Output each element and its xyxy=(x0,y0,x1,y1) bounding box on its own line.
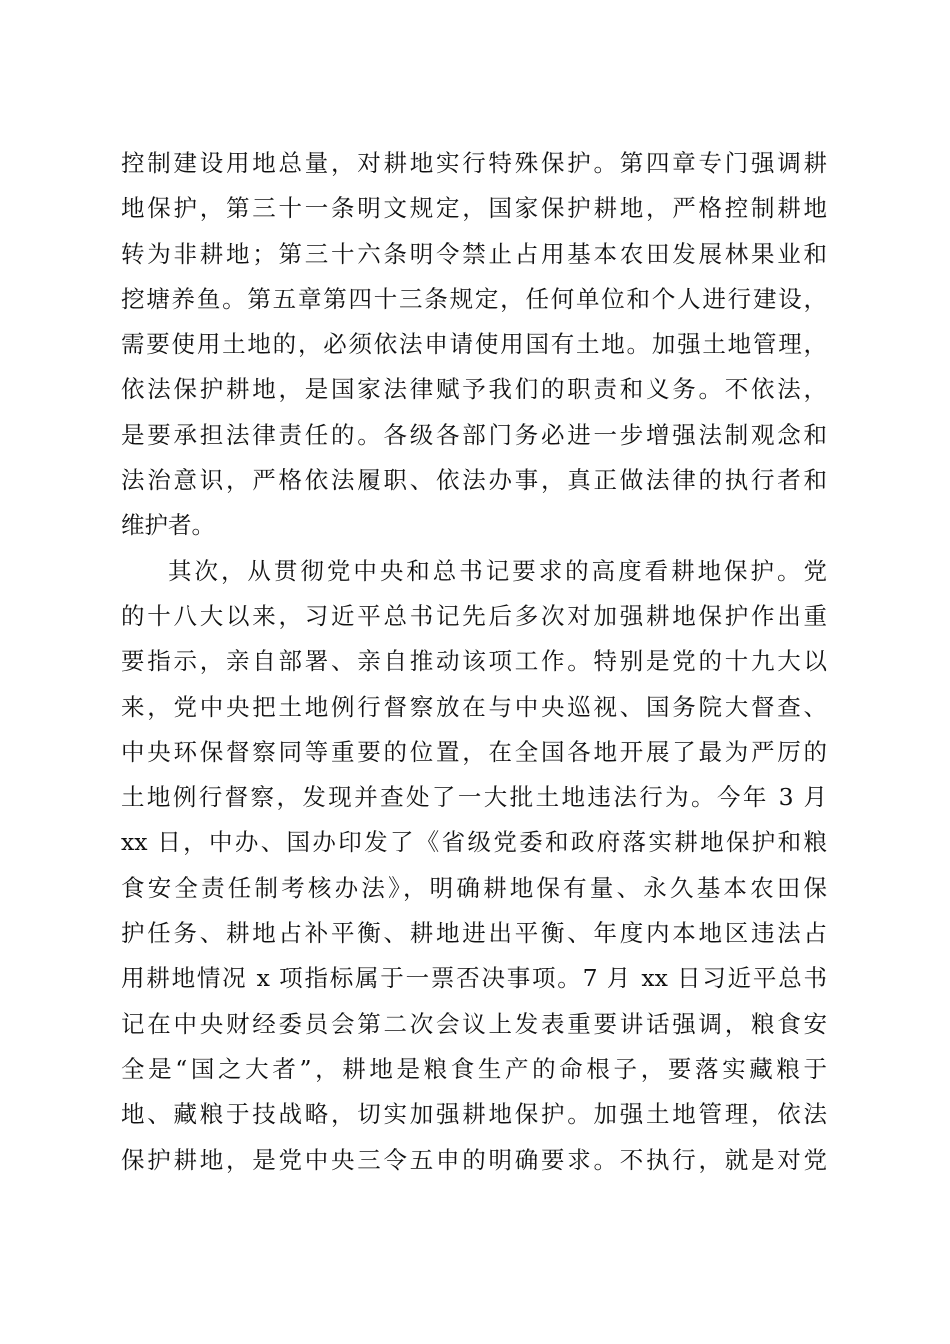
text-line: 控制建设用地总量，对耕地实行特殊保护。第四章专门强调耕 xyxy=(121,149,827,177)
text-line: 全是“国之大者”，耕地是粮食生产的命根子，要落实藏粮于 xyxy=(121,1054,827,1083)
text-line: 其次，从贯彻党中央和总书记要求的高度看耕地保护。党 xyxy=(168,556,827,585)
text-line: 维护者。 xyxy=(121,511,215,540)
text-line: 是要承担法律责任的。各级各部门务必进一步增强法制观念和 xyxy=(121,420,827,449)
document-body xyxy=(121,141,827,1183)
text-line: 用耕地情况 x 项指标属于一票否决事项。7 月 xx 日习近平总书 xyxy=(121,964,827,993)
text-line: 转为非耕地；第三十六条明令禁止占用基本农田发展林果业和 xyxy=(121,239,827,268)
text-line: 需要使用土地的，必须依法申请使用国有土地。加强土地管理， xyxy=(121,330,827,359)
text-line: 的十八大以来，习近平总书记先后多次对加强耕地保护作出重 xyxy=(121,601,827,630)
text-line: 食安全责任制考核办法》，明确耕地保有量、永久基本农田保 xyxy=(121,873,827,902)
text-line: 中央环保督察同等重要的位置，在全国各地开展了最为严厉的 xyxy=(121,737,827,766)
text-line: 挖塘养鱼。第五章第四十三条规定，任何单位和个人进行建设， xyxy=(121,284,827,313)
text-line: 地、藏粮于技战略，切实加强耕地保护。加强土地管理，依法 xyxy=(121,1100,827,1129)
text-line: 来，党中央把土地例行督察放在与中央巡视、国务院大督查、 xyxy=(121,692,827,721)
text-line: 依法保护耕地，是国家法律赋予我们的职责和义务。不依法， xyxy=(121,375,827,404)
text-line: 要指示，亲自部署、亲自推动该项工作。特别是党的十九大以 xyxy=(121,647,827,676)
text-line: 地保护，第三十一条明文规定，国家保护耕地，严格控制耕地 xyxy=(121,194,827,223)
text-line: 护任务、耕地占补平衡、耕地进出平衡、年度内本地区违法占 xyxy=(121,919,827,948)
text-line: 保护耕地，是党中央三令五申的明确要求。不执行，就是对党 xyxy=(121,1145,827,1174)
text-line: 法治意识，严格依法履职、依法办事，真正做法律的执行者和 xyxy=(121,466,827,495)
text-line: 记在中央财经委员会第二次会议上发表重要讲话强调，粮食安 xyxy=(121,1009,827,1038)
text-line: 土地例行督察，发现并查处了一大批土地违法行为。今年 3 月 xyxy=(121,783,827,812)
text-line: xx 日，中办、国办印发了《省级党委和政府落实耕地保护和粮 xyxy=(121,828,827,857)
